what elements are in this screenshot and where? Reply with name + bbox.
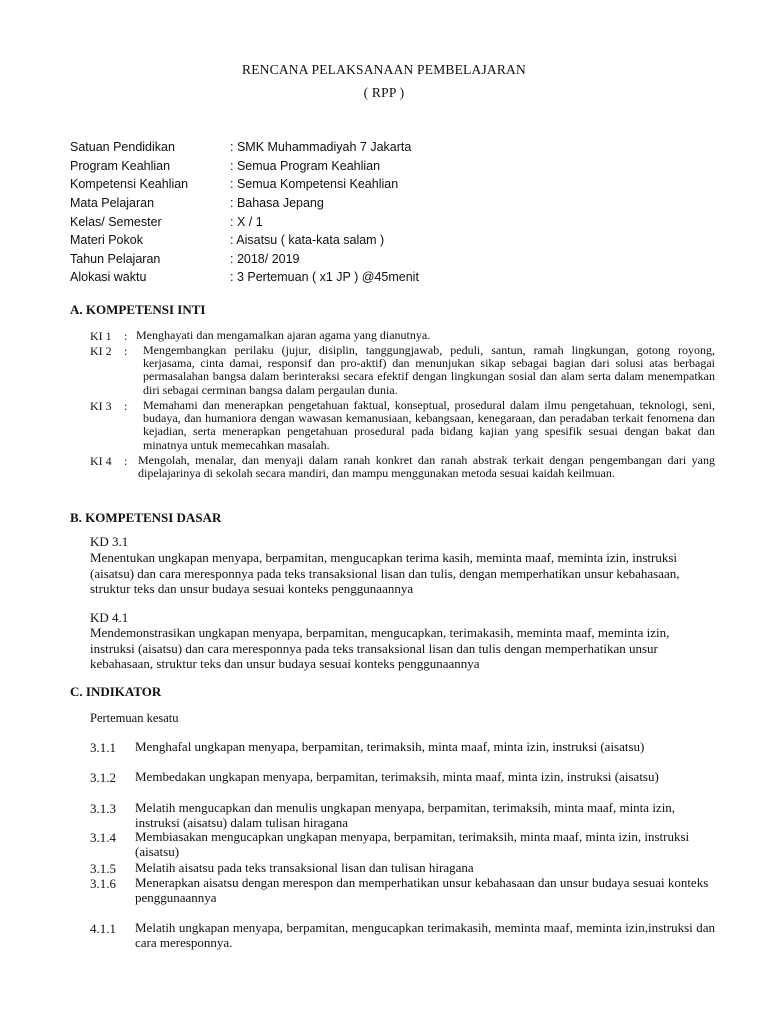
- document-subtitle: ( RPP ): [363, 85, 405, 100]
- kd-text: Mendemonstrasikan ungkapan menyapa, berpamitan, mengucapkan, terimakasih, meminta maaf, meminta izin, instruksi (aisatsu) dan cara meresponnya pada teks transaksional lisan dan tulis dengan memperhatikan unsur kebahasaan, struktur teks dan unsur budaya sesuai konteks penggunaannya: [90, 625, 670, 672]
- ki-separator: :: [124, 454, 128, 468]
- indicator-number: 3.1.3: [90, 801, 116, 816]
- document-title: RENCANA PELAKSANAAN PEMBELAJARAN: [242, 62, 526, 77]
- identity-value: : X / 1: [230, 215, 263, 229]
- ki-text: Memahami dan menerapkan pengetahuan faktual, konseptual, prosedural dalam ilmu pengetahuan, teknologi, seni, budaya, dan humaniora dengan wawasan kemanusiaan, kebangsaan, kenegaraan, dan peradaban terkait fenomena dan kejadian, serta menerapkan pengetahuan prosedural pada bidang kajian yang spesifik sesuai dengan bakat dan minatnya untuk memecahkan masalah.: [143, 398, 715, 452]
- ki-separator: :: [124, 344, 128, 358]
- identity-label: Alokasi waktu: [70, 270, 147, 284]
- kd-text: Menentukan ungkapan menyapa, berpamitan, mengucapkan terima kasih, meminta maaf, meminta izin, instruksi (aisatsu) dan cara meresponnya pada teks transaksional lisan dan tulis, dengan memperhatikan unsur kebahasaan, struktur teks dan unsur budaya sesuai konteks penggunaannya: [90, 550, 680, 597]
- identity-value: : Aisatsu ( kata-kata salam ): [230, 233, 385, 247]
- ki-code: KI 2: [90, 344, 112, 358]
- indicator-text: Membiasakan mengucapkan ungkapan menyapa, berpamitan, terimaksih, minta maaf, minta izin, instruksi (aisatsu): [135, 829, 690, 859]
- indicator-number: 3.1.5: [90, 861, 116, 876]
- indicator-number: 3.1.4: [90, 830, 116, 845]
- indicator-text: Membedakan ungkapan menyapa, berpamitan, terimaksih, minta maaf, minta izin, instruksi (aisatsu): [135, 769, 659, 784]
- section-c-heading: C. INDIKATOR: [70, 684, 162, 699]
- indicator-number: 4.1.1: [90, 921, 116, 936]
- identity-label: Kelas/ Semester: [70, 215, 162, 229]
- indicator-text: Melatih aisatsu pada teks transaksional lisan dan tulisan hiragana: [135, 860, 474, 875]
- identity-label: Kompetensi Keahlian: [70, 177, 189, 191]
- kd-code: KD 4.1: [90, 610, 129, 625]
- indicator-text: Melatih mengucapkan dan menulis ungkapan menyapa, berpamitan, terimaksih, minta maaf, minta izin, instruksi (aisatsu) dalam tulisan hiragana: [135, 800, 676, 830]
- identity-label: Tahun Pelajaran: [70, 252, 161, 266]
- identity-label: Satuan Pendidikan: [70, 140, 175, 154]
- ki-separator: :: [124, 399, 128, 413]
- ki-text: Mengolah, menalar, dan menyaji dalam ranah konkret dan ranah abstrak terkait dengan pengembangan dari yang dipelajarinya di sekolah secara mandiri, dan mampu menggunakan metoda sesuai kaidah keilmuan.: [138, 453, 715, 481]
- identity-label: Materi Pokok: [70, 233, 143, 247]
- indicator-number: 3.1.2: [90, 770, 116, 785]
- identity-label: Program Keahlian: [70, 159, 171, 173]
- indicator-text: Menerapkan aisatsu dengan merespon dan memperhatikan unsur kebahasaan dan unsur budaya sesuai konteks penggunaannya: [135, 875, 709, 905]
- ki-separator: :: [124, 329, 128, 343]
- indicator-number: 3.1.6: [90, 876, 116, 891]
- kd-code: KD 3.1: [90, 534, 129, 549]
- meeting-label: Pertemuan kesatu: [90, 711, 179, 725]
- identity-value: : 3 Pertemuan ( x1 JP ) @45menit: [230, 270, 419, 284]
- section-a-heading: A. KOMPETENSI INTI: [70, 302, 206, 317]
- section-b-heading: B. KOMPETENSI DASAR: [70, 510, 222, 525]
- indicator-number: 3.1.1: [90, 740, 116, 755]
- identity-value: : SMK Muhammadiyah 7 Jakarta: [230, 140, 412, 154]
- identity-label: Mata Pelajaran: [70, 196, 155, 210]
- ki-code: KI 4: [90, 454, 112, 468]
- identity-value: : 2018/ 2019: [230, 252, 300, 266]
- indicator-text: Menghafal ungkapan menyapa, berpamitan, terimaksih, minta maaf, minta izin, instruksi (aisatsu): [135, 739, 645, 754]
- identity-value: : Semua Kompetensi Keahlian: [230, 177, 399, 191]
- ki-text: Menghayati dan mengamalkan ajaran agama yang dianutnya.: [136, 328, 431, 342]
- ki-text: Mengembangkan perilaku (jujur, disiplin, tanggungjawab, peduli, santun, ramah lingkungan, gotong royong, kerjasama, cinta damai, responsif dan pro-aktif) dan menunjukan sikap sebagai bagian dari solusi atas berbagai permasalahan bangsa dalam berinteraksi secara efektif dengan lingkungan sosial dan alam serta dalam menempatkan diri sebagai cerminan bangsa dalam pergaulan dunia.: [143, 343, 715, 397]
- indicator-text: Melatih ungkapan menyapa, berpamitan, mengucapkan terimakasih, meminta maaf, meminta izin,instruksi dan cara meresponnya.: [135, 920, 715, 950]
- identity-value: : Bahasa Jepang: [230, 196, 324, 210]
- identity-value: : Semua Program Keahlian: [230, 159, 381, 173]
- ki-code: KI 3: [90, 399, 112, 413]
- ki-code: KI 1: [90, 329, 112, 343]
